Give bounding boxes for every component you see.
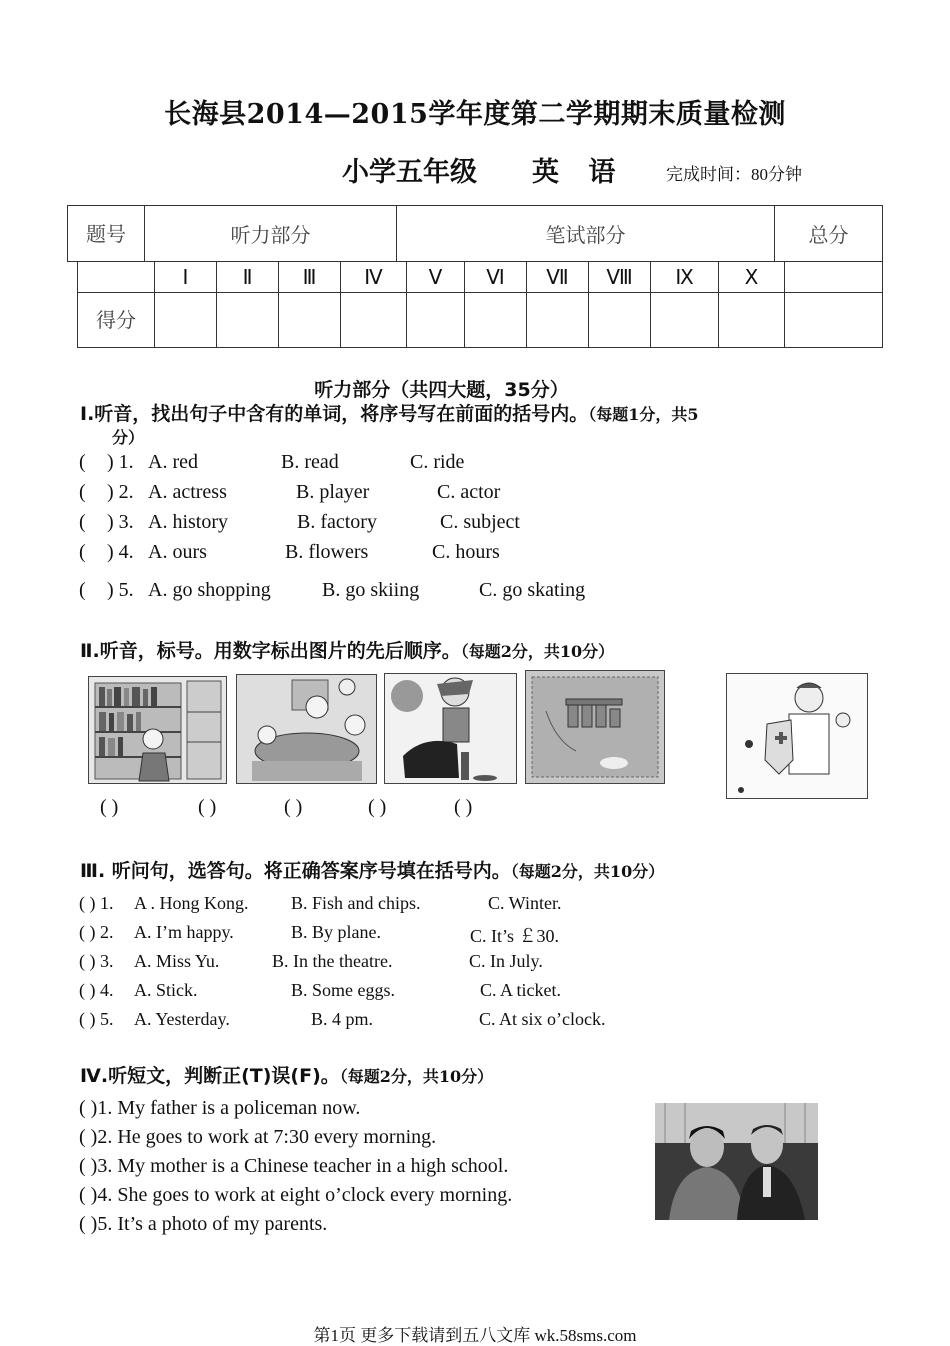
section1-heading: Ⅰ.听音，找出句子中含有的单词，将序号写在前面的括号内。（每题1分，共5 xyxy=(80,403,699,425)
table-cell-tihao: 题号 xyxy=(68,206,145,262)
section1-note-cont: 分） xyxy=(112,428,145,447)
s3-num: ( ) 2. xyxy=(79,922,114,942)
s1-option-b: B. go skiing xyxy=(322,579,420,601)
s1-bracket[interactable]: ( xyxy=(79,579,86,601)
score-cell[interactable] xyxy=(465,293,527,348)
s3-option-c: C. In July. xyxy=(469,951,543,971)
numeral-8: Ⅷ xyxy=(589,262,651,293)
s1-option-c: C. hours xyxy=(432,541,500,563)
numeral-7: Ⅶ xyxy=(527,262,589,293)
s1-option-c: C. go skating xyxy=(479,579,586,601)
luggage-picture xyxy=(384,673,517,784)
subject-label: 英 语 xyxy=(532,157,626,188)
s1-option-a: A. ours xyxy=(148,541,207,563)
table-cell-listening: 听力部分 xyxy=(145,206,397,262)
s1-option-b: B. flowers xyxy=(285,541,369,563)
s3-option-c: C. Winter. xyxy=(488,893,562,913)
numeral-10: Ⅹ xyxy=(719,262,785,293)
order-bracket-5[interactable]: ( ) xyxy=(454,796,473,818)
s3-option-b: B. Some eggs. xyxy=(291,980,396,1000)
completion-time: 完成时间：80分钟 xyxy=(666,165,802,184)
s3-option-a: A . Hong Kong. xyxy=(134,893,249,913)
score-table-header xyxy=(67,205,883,262)
s1-option-b: B. player xyxy=(296,481,370,503)
table-cell-score-label: 得分 xyxy=(78,293,155,348)
order-bracket-4[interactable]: ( ) xyxy=(368,796,387,818)
score-cell[interactable] xyxy=(719,293,785,348)
score-table xyxy=(77,261,883,348)
s4-statement: ( )3. My mother is a Chinese teacher in a high school. xyxy=(79,1155,509,1177)
parents-photo xyxy=(655,1103,818,1220)
s1-option-a: A. go shopping xyxy=(148,579,271,601)
library-picture xyxy=(88,676,227,784)
s1-option-b: B. factory xyxy=(297,511,377,533)
listening-section-title: 听力部分（共四大题，35分） xyxy=(314,379,569,401)
s3-num: ( ) 4. xyxy=(79,980,114,1000)
s3-option-b: B. By plane. xyxy=(291,922,381,942)
numeral-4: Ⅳ xyxy=(341,262,407,293)
family-dinner-picture xyxy=(236,674,377,784)
s3-num: ( ) 5. xyxy=(79,1009,114,1029)
score-cell[interactable] xyxy=(651,293,719,348)
s1-bracket[interactable]: ( xyxy=(79,511,86,533)
s1-num: ) 3. xyxy=(107,511,134,533)
s3-option-b: B. Fish and chips. xyxy=(291,893,421,913)
order-bracket-1[interactable]: ( ) xyxy=(100,796,119,818)
s1-option-a: A. actress xyxy=(148,481,227,503)
s3-option-c: C. It’s ￡30. xyxy=(470,926,560,946)
table-cell-total: 总分 xyxy=(775,206,883,262)
s1-bracket[interactable]: ( xyxy=(79,451,86,473)
section2-heading: Ⅱ.听音，标号。用数字标出图片的先后顺序。（每题2分，共10分） xyxy=(80,640,615,662)
map-picture xyxy=(525,670,665,784)
score-cell[interactable] xyxy=(407,293,465,348)
score-cell[interactable] xyxy=(589,293,651,348)
exam-title: 长海县2014—2015学年度第二学期期末质量检测 xyxy=(164,99,786,130)
table-cell-written: 笔试部分 xyxy=(397,206,775,262)
s3-num: ( ) 1. xyxy=(79,893,114,913)
s1-option-a: A. history xyxy=(148,511,228,533)
numeral-6: Ⅵ xyxy=(465,262,527,293)
s1-option-c: C. ride xyxy=(410,451,465,473)
s4-statement: ( )5. It’s a photo of my parents. xyxy=(79,1213,328,1235)
page-footer: 第1页 更多下载请到五八文库 wk.58sms.com xyxy=(313,1326,637,1345)
s3-option-a: A. I’m happy. xyxy=(134,922,234,942)
numeral-1: Ⅰ xyxy=(155,262,217,293)
order-bracket-2[interactable]: ( ) xyxy=(198,796,217,818)
section4-heading: Ⅳ.听短文，判断正(T)误(F)。（每题2分，共10分） xyxy=(80,1065,494,1087)
s1-num: ) 5. xyxy=(107,579,134,601)
s1-num: ) 4. xyxy=(107,541,134,563)
numeral-3: Ⅲ xyxy=(279,262,341,293)
s3-num: ( ) 3. xyxy=(79,951,114,971)
s4-statement: ( )2. He goes to work at 7:30 every morning. xyxy=(79,1126,437,1148)
s3-option-a: A. Miss Yu. xyxy=(134,951,220,971)
s3-option-a: A. Yesterday. xyxy=(134,1009,230,1029)
s1-bracket[interactable]: ( xyxy=(79,481,86,503)
s1-option-a: A. red xyxy=(148,451,198,473)
numeral-5: Ⅴ xyxy=(407,262,465,293)
s1-bracket[interactable]: ( xyxy=(79,541,86,563)
s1-option-c: C. subject xyxy=(440,511,520,533)
s3-option-a: A. Stick. xyxy=(134,980,198,1000)
grade-label: 小学五年级 xyxy=(342,157,477,188)
score-cell[interactable] xyxy=(217,293,279,348)
score-cell[interactable] xyxy=(341,293,407,348)
s4-statement: ( )4. She goes to work at eight o’clock every morning. xyxy=(79,1184,513,1206)
score-cell[interactable] xyxy=(279,293,341,348)
numeral-2: Ⅱ xyxy=(217,262,279,293)
order-bracket-3[interactable]: ( ) xyxy=(284,796,303,818)
s3-option-b: B. In the theatre. xyxy=(272,951,393,971)
s1-option-b: B. read xyxy=(281,451,339,473)
s1-num: ) 1. xyxy=(107,451,134,473)
score-cell[interactable] xyxy=(155,293,217,348)
s1-num: ) 2. xyxy=(107,481,134,503)
numeral-9: Ⅸ xyxy=(651,262,719,293)
s3-option-c: C. A ticket. xyxy=(480,980,561,1000)
section3-heading: Ⅲ. 听问句，选答句。将正确答案序号填在括号内。（每题2分，共10分） xyxy=(80,860,665,882)
s3-option-c: C. At six o’clock. xyxy=(479,1009,606,1029)
score-cell[interactable] xyxy=(785,293,883,348)
doctor-picture xyxy=(726,673,868,799)
score-cell[interactable] xyxy=(527,293,589,348)
s3-option-b: B. 4 pm. xyxy=(311,1009,374,1029)
s1-option-c: C. actor xyxy=(437,481,501,503)
s4-statement: ( )1. My father is a policeman now. xyxy=(79,1097,361,1119)
